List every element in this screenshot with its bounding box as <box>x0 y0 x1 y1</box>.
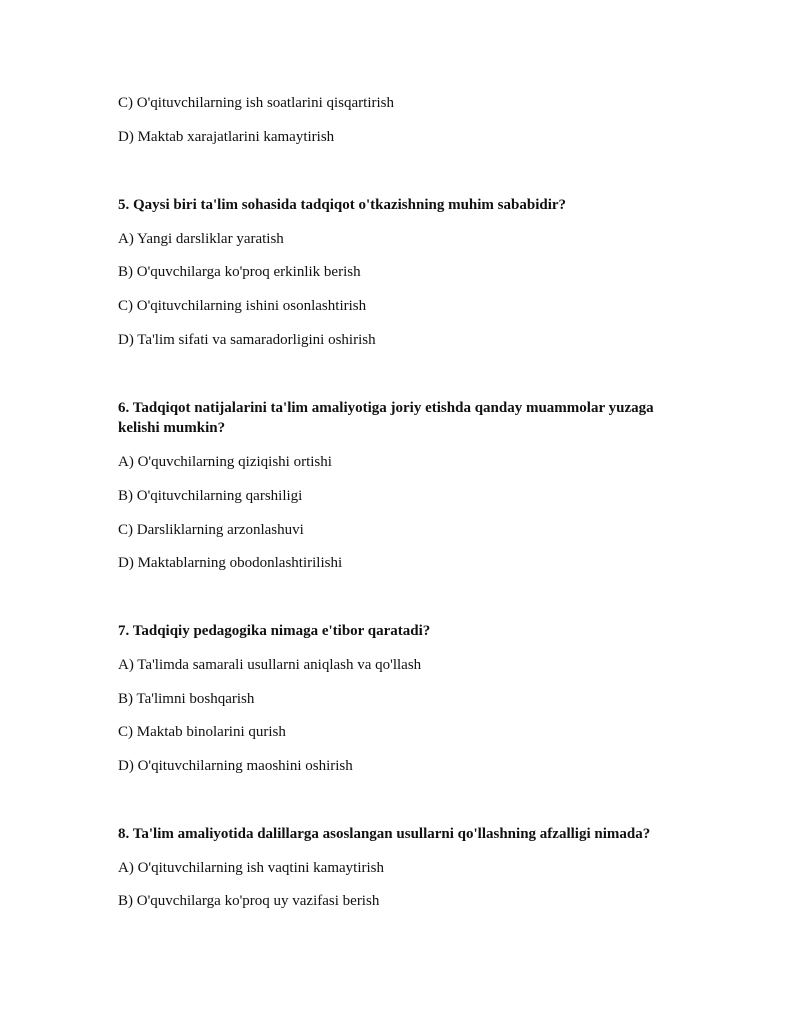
question-5-option-c: C) O'qituvchilarning ishini osonlashtirish <box>118 298 367 314</box>
question-5-option-d: D) Ta'lim sifati va samaradorligini oshirish <box>118 332 376 348</box>
question-6-option-c: C) Darsliklarning arzonlashuvi <box>118 522 304 538</box>
question-5-option-b: B) O'quvchilarga ko'proq erkinlik berish <box>118 264 361 280</box>
question-7-option-a: A) Ta'limda samarali usullarni aniqlash va qo'llash <box>118 657 422 673</box>
question-5-option-a: A) Yangi darsliklar yaratish <box>118 231 284 247</box>
question-6-option-b: B) O'qituvchilarning qarshiligi <box>118 488 303 504</box>
option-d: D) Maktab xarajatlarini kamaytirish <box>118 129 335 145</box>
question-7-option-c: C) Maktab binolarini qurish <box>118 724 286 740</box>
question-7: 7. Tadqiqiy pedagogika nimaga e'tibor qaratadi? <box>118 623 431 639</box>
question-6-option-d: D) Maktablarning obodonlashtirilishi <box>118 555 343 571</box>
option-c: C) O'qituvchilarning ish soatlarini qisqartirish <box>118 95 394 111</box>
question-6-option-a: A) O'quvchilarning qiziqishi ortishi <box>118 454 332 470</box>
question-7-option-b: B) Ta'limni boshqarish <box>118 691 255 707</box>
question-8-option-a: A) O'qituvchilarning ish vaqtini kamaytirish <box>118 860 384 876</box>
question-5: 5. Qaysi biri ta'lim sohasida tadqiqot o'tkazishning muhim sababidir? <box>118 197 567 213</box>
question-6: 6. Tadqiqot natijalarini ta'lim amaliyotiga joriy etishda qanday muammolar yuzaga kelishi mumkin? <box>118 400 654 436</box>
question-8-option-b: B) O'quvchilarga ko'proq uy vazifasi berish <box>118 893 380 909</box>
question-8: 8. Ta'lim amaliyotida dalillarga asoslangan usullarni qo'llashning afzalligi nimada? <box>118 826 651 842</box>
question-7-option-d: D) O'qituvchilarning maoshini oshirish <box>118 758 353 774</box>
